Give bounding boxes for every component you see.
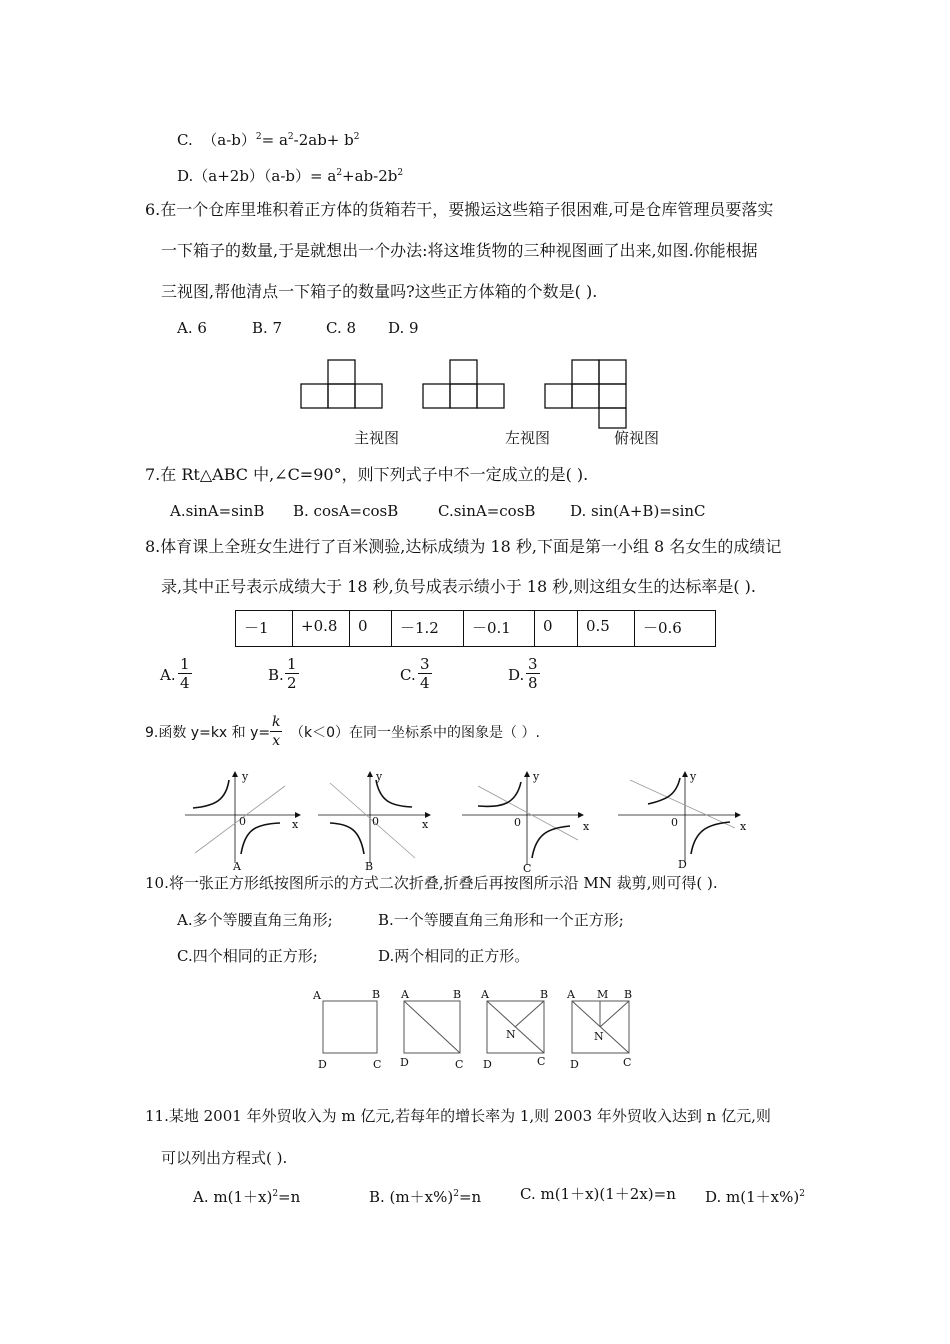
- q6-option-a: A. 6: [177, 319, 207, 337]
- score-cell: －1.2: [392, 611, 464, 647]
- sq4-corner-b: B: [624, 988, 633, 1001]
- front-view: [301, 360, 382, 408]
- q11-line-2: 可以列出方程式( ).: [161, 1149, 288, 1167]
- graph-c-x-label: x: [583, 820, 590, 833]
- q11-line-1: 11.某地 2001 年外贸收入为 m 亿元,若每年的增长率为 1,则 2003 年外贸收入达到 n 亿元,则: [145, 1107, 771, 1125]
- graph-a-label: A: [233, 860, 241, 873]
- sq2-corner-a: A: [401, 988, 409, 1001]
- q6-line-1: 6.在一个仓库里堆积着正方体的货箱若干，要搬运这些箱子很困难,可是仓库管理员要落实: [145, 200, 774, 219]
- graph-d-origin: 0: [671, 816, 678, 829]
- score-cell: －0.6: [635, 611, 716, 647]
- graph-c-label: C: [523, 862, 532, 875]
- sq4-point-n: N: [594, 1030, 604, 1043]
- sq1-corner-c: C: [373, 1058, 382, 1071]
- q10-option-d: D.两个相同的正方形。: [378, 947, 530, 965]
- q10-folding-figure: [0, 985, 950, 1075]
- q8-line-2: 录,其中正号表示成绩大于 18 秒,负号成表示绩小于 18 秒,则这组女生的达标率是( ).: [161, 577, 756, 596]
- top-view: [545, 360, 626, 428]
- q9-fraction: $\frac{k}{x}$: [272, 714, 281, 749]
- q8-fraction-a: $\frac{1}{4}$: [180, 655, 190, 692]
- q7-option-a: A.sinA=sinB: [170, 502, 265, 520]
- q8-fraction-d: $\frac{3}{8}$: [528, 655, 538, 692]
- q11-option-b: B. $(m+x\%)^2=n$: [369, 1188, 482, 1206]
- q6-option-d: D. 9: [388, 319, 419, 337]
- sq4-corner-c: C: [623, 1056, 632, 1069]
- graph-a-y-label: y: [242, 770, 249, 783]
- sq3-corner-c: C: [537, 1055, 546, 1068]
- table-row: [236, 611, 716, 647]
- q8-option-c: C.: [400, 666, 416, 684]
- q7-option-c: C.sinA=cosB: [438, 502, 536, 520]
- q8-fraction-c: $\frac{3}{4}$: [420, 655, 430, 692]
- sq4-point-m: M: [597, 988, 609, 1001]
- q8-option-d: D.: [508, 666, 525, 684]
- graph-d-x-label: x: [740, 820, 747, 833]
- q6-option-c: C. 8: [326, 319, 357, 337]
- graph-a-x-label: x: [292, 818, 299, 831]
- q8-fraction-b: $\frac{1}{2}$: [287, 655, 297, 692]
- score-cell: －0.1: [464, 611, 535, 647]
- q10-line-1: 10.将一张正方形纸按图所示的方式二次折叠,折叠后再按图所示沿 MN 裁剪,则可得( ).: [145, 874, 718, 892]
- graph-c: [462, 771, 584, 865]
- front-view-label: 主视图: [354, 429, 400, 447]
- q6-option-b: B. 7: [252, 319, 283, 337]
- sq3-corner-d: D: [483, 1058, 492, 1071]
- sq1-corner-b: B: [372, 988, 381, 1001]
- q10-option-a: A.多个等腰直角三角形;: [177, 911, 333, 929]
- graph-d-y-label: y: [690, 770, 697, 783]
- q10-option-c: C.四个相同的正方形;: [177, 947, 318, 965]
- sq1-corner-d: D: [318, 1058, 327, 1071]
- q11-option-d: D. $m(1+x\%)^2$: [705, 1188, 805, 1206]
- left-view-label: 左视图: [505, 429, 551, 447]
- q9-graphs: [0, 768, 950, 875]
- sq4-corner-a: A: [567, 988, 575, 1001]
- q7-option-b: B. cosA=cosB: [293, 502, 399, 520]
- q5-option-d: $D.(a+2b)(a-b)= a^2+ab-2b^2$: [177, 167, 404, 185]
- q6-line-2: 一下箱子的数量,于是就想出一个办法:将这堆货物的三种视图画了出来,如图.你能根据: [161, 241, 758, 260]
- scores-table: [235, 610, 716, 647]
- sq1-corner-a: A: [313, 989, 321, 1002]
- score-cell: +0.8: [293, 611, 350, 647]
- q8-option-b: B.: [268, 666, 284, 684]
- q9-prefix: 9.函数 y=kx 和 y=: [145, 725, 271, 741]
- graph-c-origin: 0: [514, 816, 521, 829]
- graph-b-origin: 0: [372, 815, 379, 828]
- sq3-corner-b: B: [540, 988, 549, 1001]
- graph-b-x-label: x: [422, 818, 429, 831]
- q6-line-3: 三视图,帮他清点一下箱子的数量吗?这些正方体箱的个数是( ).: [161, 282, 598, 301]
- sq3-point-n: N: [506, 1028, 516, 1041]
- graph-b-y-label: y: [376, 770, 383, 783]
- score-cell: 0.5: [578, 611, 635, 647]
- graph-a-origin: 0: [239, 815, 246, 828]
- graph-d: [618, 771, 741, 863]
- q11-option-c: C. m(1＋x)(1＋2x)=n: [520, 1185, 676, 1203]
- three-views-figure: [0, 360, 950, 420]
- graph-b-label: B: [365, 860, 374, 873]
- sq2-corner-c: C: [455, 1058, 464, 1071]
- score-cell: 0: [535, 611, 578, 647]
- q8-option-a: A.: [160, 666, 176, 684]
- q10-option-b: B.一个等腰直角三角形和一个正方形;: [378, 911, 624, 929]
- q8-line-1: 8.体育课上全班女生进行了百米测验,达标成绩为 18 秒,下面是第一小组 8 名女生的成绩记: [145, 537, 782, 556]
- score-cell: 0: [350, 611, 392, 647]
- sq2-corner-b: B: [453, 988, 462, 1001]
- q5-option-c: C. $(a-b)^2= a^2-2ab+ b^2$: [177, 131, 360, 149]
- q9-suffix: （k＜0）在同一坐标系中的图象是（ ）.: [290, 725, 540, 741]
- square-1: [323, 1001, 377, 1053]
- q7-line-1: 7.在 Rt△ABC 中,∠C=90°，则下列式子中不一定成立的是( ).: [145, 465, 589, 484]
- top-view-label: 俯视图: [614, 429, 660, 447]
- graph-d-label: D: [678, 858, 687, 871]
- graph-c-y-label: y: [533, 770, 540, 783]
- left-view: [423, 360, 504, 408]
- sq4-corner-d: D: [570, 1058, 579, 1071]
- q7-option-d: D. sin(A+B)=sinC: [570, 502, 706, 520]
- q11-option-a: A. $m(1+x)^2=n$: [193, 1188, 301, 1206]
- sq2-corner-d: D: [400, 1056, 409, 1069]
- sq3-corner-a: A: [481, 988, 489, 1001]
- score-cell: －1: [236, 611, 293, 647]
